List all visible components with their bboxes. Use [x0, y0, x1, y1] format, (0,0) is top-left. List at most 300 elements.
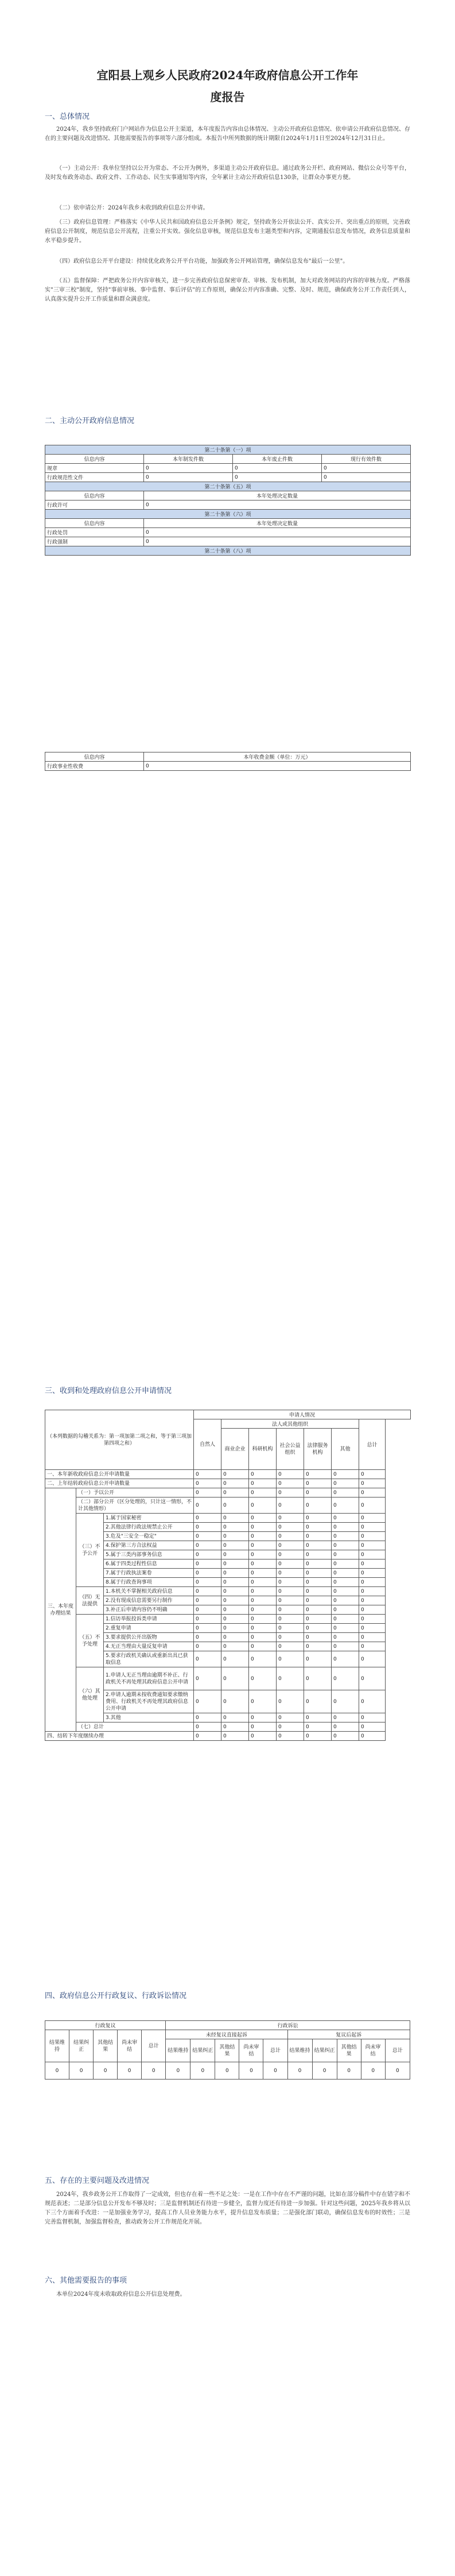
table-cell: 0 [304, 1587, 332, 1596]
table-cell: 0 [277, 1624, 304, 1633]
table-cell: 0 [332, 1605, 359, 1615]
table-cell: 0 [359, 1690, 386, 1713]
table-row [45, 1488, 411, 1498]
table-cell: 0 [249, 1488, 277, 1498]
review-col-header: 结果维持 [45, 2030, 69, 2062]
direct-col-header: 其他结果 [215, 2039, 239, 2062]
table-cell: 0 [194, 1498, 221, 1514]
row-label: 5.属于三类内部事务信息 [104, 1550, 194, 1559]
table-cell: 0 [249, 1479, 277, 1488]
table-cell: 0 [249, 1569, 277, 1578]
table-cell: 0 [332, 1569, 359, 1578]
table-cell: 0 [249, 1651, 277, 1667]
table-cell: 0 [221, 1550, 249, 1559]
table-cell: 0 [304, 1633, 332, 1642]
table-cell: 0 [277, 1642, 304, 1651]
table-cell: 0 [277, 1470, 304, 1479]
table-cell: 0 [249, 1605, 277, 1615]
table-cell: 0 [221, 1651, 249, 1667]
row-label: 2.重复申请 [104, 1624, 194, 1633]
table-cell: 0 [233, 464, 322, 473]
table-cell: 0 [190, 2062, 215, 2080]
table-cell: 0 [359, 1713, 386, 1722]
table-cell: 0 [194, 1713, 221, 1722]
table-cell: 0 [249, 1559, 277, 1569]
legal-col-header: 科研机构 [249, 1429, 277, 1470]
table-cell: 0 [221, 1722, 249, 1732]
row-label: 行政处罚 [45, 528, 144, 537]
table-section-bar: 第二十条第（五）项 [45, 482, 411, 491]
table-cell: 0 [144, 528, 411, 537]
section-1-paragraph-6: （五）监督保障：严把政务公开内容审核关，进一步完善政府信息保密审查、审核、发布机制，加大对政务网站的内容的审核力度。严格落实"三审三校"制度，坚持"事前审核、事中监督、事后评估"的工作原则，确保公开内容准确、完整、及时、规范，确保政务公开工作责任到人，认真落实提升公开工作质量和群众满意度。 [45, 278, 410, 302]
table-cell: 0 [277, 1722, 304, 1732]
table-cell: 0 [332, 1578, 359, 1587]
table-cell: 0 [277, 1578, 304, 1587]
table-cell: 0 [249, 1541, 277, 1550]
table-cell: 0 [194, 1578, 221, 1587]
table-cell: 0 [277, 1498, 304, 1514]
table-cell: 0 [359, 1559, 386, 1569]
table-cell: 0 [194, 1651, 221, 1667]
row-label: 2.申请人逾期未按收费通知要求缴纳费用、行政机关不再处理其政府信息公开申请 [104, 1690, 194, 1713]
table-cell: 0 [332, 1624, 359, 1633]
table-row [45, 2062, 410, 2080]
table-cell: 0 [359, 1470, 386, 1479]
table-cell: 0 [277, 1615, 304, 1624]
table-cell: 0 [277, 1713, 304, 1722]
fee-table [45, 752, 411, 771]
table-cell: 0 [277, 1479, 304, 1488]
row-label: 四、结转下年度继续办理 [45, 1732, 194, 1741]
table-cell: 0 [332, 1479, 359, 1488]
table-cell: 0 [332, 1498, 359, 1514]
table-cell: 0 [304, 1569, 332, 1578]
table-cell: 0 [215, 2062, 239, 2080]
table-cell: 0 [221, 1642, 249, 1651]
table-cell: 0 [359, 1722, 386, 1732]
direct-col-header: 总计 [263, 2039, 287, 2062]
after-col-header: 其他结果 [337, 2039, 361, 2062]
row-label: 行政强制 [45, 537, 144, 546]
table-cell: 0 [249, 1667, 277, 1690]
row-label: （二）部分公开（区分处理的，只计这一情形，不计其他情形） [76, 1498, 194, 1514]
section-2-heading: 二、主动公开政府信息情况 [45, 417, 135, 425]
table-cell: 0 [166, 2062, 190, 2080]
row-label: 7.属于行政执法案卷 [104, 1569, 194, 1578]
table-cell: 0 [322, 473, 411, 482]
table-cell: 0 [194, 1642, 221, 1651]
table-cell: 0 [194, 1690, 221, 1713]
table-section-bar: 第二十条第（六）项 [45, 510, 411, 519]
table-row [45, 1667, 411, 1690]
column-header: 本年制发件数 [144, 455, 233, 464]
table-cell: 0 [287, 2062, 312, 2080]
row-label: 1.属于国家秘密 [104, 1514, 194, 1523]
table-cell: 0 [194, 1488, 221, 1498]
table-cell: 0 [332, 1532, 359, 1541]
table-row [45, 473, 411, 482]
table-cell: 0 [359, 1578, 386, 1587]
natural-person-header: 自然人 [194, 1419, 221, 1470]
table-cell: 0 [194, 1596, 221, 1605]
table-cell: 0 [144, 762, 411, 771]
table-cell: 0 [194, 1550, 221, 1559]
table-cell: 0 [118, 2062, 142, 2080]
table-cell: 0 [312, 2062, 337, 2080]
table-cell: 0 [359, 1633, 386, 1642]
table-cell: 0 [194, 1633, 221, 1642]
row-label: 2.其他法律行政法规禁止公开 [104, 1523, 194, 1532]
table-cell: 0 [221, 1559, 249, 1569]
table-cell: 0 [304, 1532, 332, 1541]
table-cell: 0 [194, 1523, 221, 1532]
column-header: 信息内容 [45, 519, 144, 528]
applicant-header: 申请人情况 [194, 1410, 411, 1419]
table-cell: 0 [194, 1624, 221, 1633]
row-label: 3.补正后申请内容仍不明确 [104, 1605, 194, 1615]
table-cell: 0 [249, 1633, 277, 1642]
table-cell: 0 [304, 1667, 332, 1690]
legal-col-header: 社会公益组织 [277, 1429, 304, 1470]
table-cell: 0 [277, 1532, 304, 1541]
table-row [45, 501, 411, 510]
table-cell: 0 [359, 1479, 386, 1488]
table-cell: 0 [194, 1541, 221, 1550]
row-group-label: 三、本年度办理结果 [45, 1488, 76, 1732]
row-label: 2.没有现成信息需要另行制作 [104, 1596, 194, 1605]
table-cell: 0 [304, 1732, 332, 1741]
table-row [45, 1587, 411, 1596]
table-cell: 0 [221, 1479, 249, 1488]
table-cell: 0 [221, 1498, 249, 1514]
table-cell: 0 [332, 1667, 359, 1690]
row-label: 4.保护第三方合法权益 [104, 1541, 194, 1550]
table-cell: 0 [233, 473, 322, 482]
table-cell: 0 [332, 1488, 359, 1498]
row-subgroup-label: （三）不予公开 [76, 1514, 104, 1587]
table-cell: 0 [332, 1587, 359, 1596]
section-1-paragraph-5: （四）政府信息公开平台建设：持续优化政务公开平台功能，加强政务公开网站管理，确保信息发布"最后一公里"。 [56, 258, 349, 265]
report-title [69, 64, 386, 108]
table-row [45, 1722, 411, 1732]
table-cell: 0 [249, 1596, 277, 1605]
table-section-bar: 第二十条第（八）项 [45, 546, 411, 556]
row-label: 8.属于行政查询事项 [104, 1578, 194, 1587]
row-subgroup-label: （五）不予处理 [76, 1615, 104, 1667]
section-1-heading: 一、总体情况 [45, 112, 90, 121]
row-label: 行政事业性收费 [45, 762, 144, 771]
table-cell: 0 [359, 1569, 386, 1578]
table-cell: 0 [249, 1470, 277, 1479]
table-cell: 0 [359, 1615, 386, 1624]
table-row [45, 1514, 411, 1523]
table-cell: 0 [221, 1690, 249, 1713]
table-row [45, 1470, 411, 1479]
lawsuit-header: 行政诉讼 [166, 2021, 410, 2030]
after-review-header: 复议后起诉 [287, 2030, 410, 2039]
table-cell: 0 [359, 1642, 386, 1651]
table-cell: 0 [332, 1722, 359, 1732]
table-cell: 0 [277, 1651, 304, 1667]
table-cell: 0 [332, 1615, 359, 1624]
table-cell: 0 [332, 1651, 359, 1667]
table-cell: 0 [277, 1667, 304, 1690]
total-header: 总计 [359, 1419, 386, 1470]
table-cell: 0 [221, 1470, 249, 1479]
section-5-heading: 五、存在的主要问题及改进情况 [45, 2177, 150, 2185]
table-row [45, 762, 411, 771]
section-1-paragraph-4: （三）政府信息管理：严格落实《中华人民共和国政府信息公开条例》规定，坚持政务公开依法公开、真实公开、突出重点的原则，完善政府信息公开制度，规范信息公开流程，注重公开实效。强化信息审核，规范信息发布主题类型和内容，定期通报信息发布情况，政务信息质量和水平稳步提升。 [45, 219, 410, 244]
column-header: 信息内容 [45, 752, 144, 762]
table-cell: 0 [304, 1479, 332, 1488]
table-cell: 0 [304, 1550, 332, 1559]
table-cell: 0 [194, 1479, 221, 1488]
table-cell: 0 [142, 2062, 166, 2080]
table-cell: 0 [194, 1470, 221, 1479]
table-cell: 0 [304, 1615, 332, 1624]
table-cell: 0 [239, 2062, 263, 2080]
table-cell: 0 [304, 1624, 332, 1633]
row-subgroup-label: （六）其他处理 [76, 1667, 104, 1722]
section-3-heading: 三、收到和处理政府信息公开申请情况 [45, 1387, 172, 1395]
section-1-paragraph-2: （一）主动公开：我单位坚持以公开为常态、不公开为例外，多渠道主动公开政府信息。通过政务公开栏、政府网站、微信公众号等平台，及时发布政务动态、政府文件、工作动态、民生实事通知等内容，全年累计主动公开政府信息130条，让群众办事更方便。 [45, 165, 410, 181]
table-cell: 0 [359, 1596, 386, 1605]
table-cell: 0 [332, 1523, 359, 1532]
table-cell: 0 [221, 1713, 249, 1722]
column-header: 现行有效件数 [322, 455, 411, 464]
table-cell: 0 [144, 473, 233, 482]
table-row [45, 528, 411, 537]
column-header: 信息内容 [45, 455, 144, 464]
section-1-paragraph-3: （二）依申请公开：2024年我乡未收到政府信息公开申请。 [56, 205, 209, 211]
legal-col-header: 法律服务机构 [304, 1429, 332, 1470]
table-cell: 0 [304, 1488, 332, 1498]
table-cell: 0 [304, 1498, 332, 1514]
section-6-heading: 六、其他需要报告的事项 [45, 2276, 127, 2285]
table-cell: 0 [359, 1488, 386, 1498]
row-label: 二、上年结转政府信息公开申请数量 [45, 1479, 194, 1488]
direct-col-header: 尚未审结 [239, 2039, 263, 2062]
row-label: 规章 [45, 464, 144, 473]
after-col-header: 尚未审结 [361, 2039, 385, 2062]
table-cell: 0 [94, 2062, 118, 2080]
column-header: 本年处理决定数量 [144, 491, 411, 501]
table-row [45, 1615, 411, 1624]
section-4-heading: 四、政府信息公开行政复议、行政诉讼情况 [45, 1992, 187, 2000]
table-cell: 0 [194, 1732, 221, 1741]
table-cell: 0 [194, 1569, 221, 1578]
table-cell: 0 [359, 1587, 386, 1596]
table-cell: 0 [277, 1732, 304, 1741]
section-5-paragraph: 2024年，我乡政务公开工作取得了一定成效，但也存在着一些不足之处：一是在工作中存在不严谨的问题，比如在部分稿件中存在错字和不规范表述；二是部分信息公开发布不够及时；三是监督机制还有待进一步健全，监督力度还有待进一步加强。针对这些问题，2025年我乡将从以下三个方面着手改进：一是加强业务学习，提高工作人员业务能力水平，提升信息发布质量；二是强化部门联动，确保信息发布的时效性；三是完善监督机制，加强监督检查，推动政务公开工作规范化开展。 [45, 2191, 410, 2225]
table-cell: 0 [304, 1541, 332, 1550]
table-cell: 0 [304, 1523, 332, 1532]
review-header: 行政复议 [45, 2021, 166, 2030]
table-cell: 0 [194, 1667, 221, 1690]
row-label: （七）总计 [76, 1722, 194, 1732]
table-cell: 0 [194, 1722, 221, 1732]
table-cell: 0 [304, 1596, 332, 1605]
table-cell: 0 [332, 1514, 359, 1523]
active-disclosure-table [45, 445, 411, 556]
table-cell: 0 [304, 1690, 332, 1713]
table-cell: 0 [277, 1523, 304, 1532]
table-cell: 0 [249, 1642, 277, 1651]
table-cell: 0 [304, 1651, 332, 1667]
table-cell: 0 [144, 501, 411, 510]
row-label: 5.要求行政机关确认或重新出具已获取信息 [104, 1651, 194, 1667]
table-cell: 0 [332, 1690, 359, 1713]
table-cell: 0 [249, 1587, 277, 1596]
legal-col-header: 商业企业 [221, 1429, 249, 1470]
table-row [45, 464, 411, 473]
table-cell: 0 [45, 2062, 69, 2080]
section-6-paragraph: 本单位2024年度未收取政府信息公开信息处理费。 [56, 2291, 186, 2298]
table-cell: 0 [144, 537, 411, 546]
table-cell: 0 [332, 1642, 359, 1651]
column-header: 信息内容 [45, 491, 144, 501]
table-cell: 0 [359, 1541, 386, 1550]
legal-entity-header: 法人或其他组织 [221, 1419, 359, 1429]
report-title-line-2: 度报告 [210, 90, 245, 104]
direct-col-header: 结果维持 [166, 2039, 190, 2062]
table-cell: 0 [359, 1532, 386, 1541]
table-cell: 0 [332, 1633, 359, 1642]
row-label: 1.本机关不掌握相关政府信息 [104, 1587, 194, 1596]
table-cell: 0 [332, 1713, 359, 1722]
table-cell: 0 [221, 1488, 249, 1498]
table-cell: 0 [304, 1605, 332, 1615]
table-cell: 0 [277, 1605, 304, 1615]
table-cell: 0 [277, 1559, 304, 1569]
row-label: 3.要求提供公开出版物 [104, 1633, 194, 1642]
row-label: （一）予以公开 [76, 1488, 194, 1498]
table-cell: 0 [249, 1722, 277, 1732]
table-cell: 0 [304, 1514, 332, 1523]
column-header: 本年废止件数 [233, 455, 322, 464]
row-label: 1.信访举报投诉类申请 [104, 1615, 194, 1624]
review-col-header: 结果纠正 [69, 2030, 94, 2062]
table-cell: 0 [144, 464, 233, 473]
table-cell: 0 [322, 464, 411, 473]
column-header: 本年处理决定数量 [144, 519, 411, 528]
table-cell: 0 [221, 1587, 249, 1596]
table-cell: 0 [277, 1587, 304, 1596]
direct-lawsuit-header: 未经复议直接起诉 [166, 2030, 287, 2039]
table-row [45, 1498, 411, 1514]
table-cell: 0 [221, 1514, 249, 1523]
direct-col-header: 结果纠正 [190, 2039, 215, 2062]
application-table [45, 1410, 411, 1741]
table-cell: 0 [249, 1690, 277, 1713]
table-cell: 0 [332, 1559, 359, 1569]
table-cell: 0 [277, 1596, 304, 1605]
table-cell: 0 [277, 1541, 304, 1550]
table-cell: 0 [304, 1578, 332, 1587]
after-col-header: 总计 [385, 2039, 410, 2062]
table-cell: 0 [221, 1633, 249, 1642]
table-cell: 0 [332, 1732, 359, 1741]
table-cell: 0 [304, 1470, 332, 1479]
table-cell: 0 [277, 1488, 304, 1498]
column-header: 本年收费金额（单位：万元） [144, 752, 411, 762]
table-row [45, 1732, 411, 1741]
row-label: 6.属于四类过程性信息 [104, 1559, 194, 1569]
table-cell: 0 [194, 1559, 221, 1569]
table-row [45, 537, 411, 546]
table-cell: 0 [194, 1532, 221, 1541]
table-cell: 0 [194, 1605, 221, 1615]
table-cell: 0 [359, 1732, 386, 1741]
table-cell: 0 [359, 1523, 386, 1532]
row-label: 行政规范性文件 [45, 473, 144, 482]
table-cell: 0 [249, 1578, 277, 1587]
table-section-bar: 第二十条第（一）项 [45, 445, 411, 455]
table-cell: 0 [359, 1605, 386, 1615]
table-cell: 0 [332, 1470, 359, 1479]
table-cell: 0 [332, 1596, 359, 1605]
table-cell: 0 [304, 1722, 332, 1732]
table-cell: 0 [221, 1541, 249, 1550]
table-cell: 0 [304, 1559, 332, 1569]
table-cell: 0 [332, 1550, 359, 1559]
table-cell: 0 [221, 1578, 249, 1587]
table-cell: 0 [359, 1498, 386, 1514]
table-cell: 0 [359, 1624, 386, 1633]
table-cell: 0 [194, 1514, 221, 1523]
table-cell: 0 [249, 1615, 277, 1624]
table-cell: 0 [359, 1550, 386, 1559]
row-label: 行政许可 [45, 501, 144, 510]
row-label: 1.申请人无正当理由逾期不补正、行政机关不再处理其政府信息公开申请 [104, 1667, 194, 1690]
table-cell: 0 [194, 1615, 221, 1624]
table-cell: 0 [221, 1732, 249, 1741]
section-1-paragraph-1: 2024年，我乡坚持政府门户网站作为信息公开主渠道，本年度报告内容由总体情况、主动公开政府信息情况、依申请公开政府信息情况、存在的主要问题及改进情况、其他需要报告的事项等六部分组成。本报告中所列数据的统计期限自2024年1月1日至2024年12月31日止。 [45, 126, 410, 142]
table-cell: 0 [332, 1541, 359, 1550]
table-cell: 0 [221, 1615, 249, 1624]
table-cell: 0 [277, 1633, 304, 1642]
row-label: 4.无正当理由大量反复申请 [104, 1642, 194, 1651]
table-cell: 0 [69, 2062, 94, 2080]
legal-col-header: 其他 [332, 1429, 359, 1470]
table-cell: 0 [194, 1587, 221, 1596]
row-label: 一、本年新收政府信息公开申请数量 [45, 1470, 194, 1479]
table-row [45, 1479, 411, 1488]
table-cell: 0 [249, 1532, 277, 1541]
table-cell: 0 [249, 1624, 277, 1633]
table-cell: 0 [361, 2062, 385, 2080]
row-subgroup-label: （四）无法提供 [76, 1587, 104, 1615]
table-cell: 0 [304, 1713, 332, 1722]
table-cell: 0 [249, 1732, 277, 1741]
table-cell: 0 [249, 1523, 277, 1532]
report-title-line-1: 宜阳县上观乡人民政府2024年政府信息公开工作年 [96, 68, 359, 82]
table-cell: 0 [277, 1514, 304, 1523]
row-label: 3.危及"三安全一稳定" [104, 1532, 194, 1541]
after-col-header: 结果纠正 [312, 2039, 337, 2062]
table-corner-note: （本列数据的勾稽关系为：第一项加第二项之和，等于第三项加第四项之和） [45, 1410, 194, 1470]
table-cell: 0 [337, 2062, 361, 2080]
after-col-header: 结果维持 [287, 2039, 312, 2062]
table-cell: 0 [221, 1605, 249, 1615]
review-lawsuit-table [45, 2020, 410, 2080]
table-cell: 0 [277, 1569, 304, 1578]
review-col-header: 其他结果 [94, 2030, 118, 2062]
table-cell: 0 [263, 2062, 287, 2080]
table-cell: 0 [221, 1532, 249, 1541]
table-cell: 0 [385, 2062, 410, 2080]
table-cell: 0 [359, 1514, 386, 1523]
